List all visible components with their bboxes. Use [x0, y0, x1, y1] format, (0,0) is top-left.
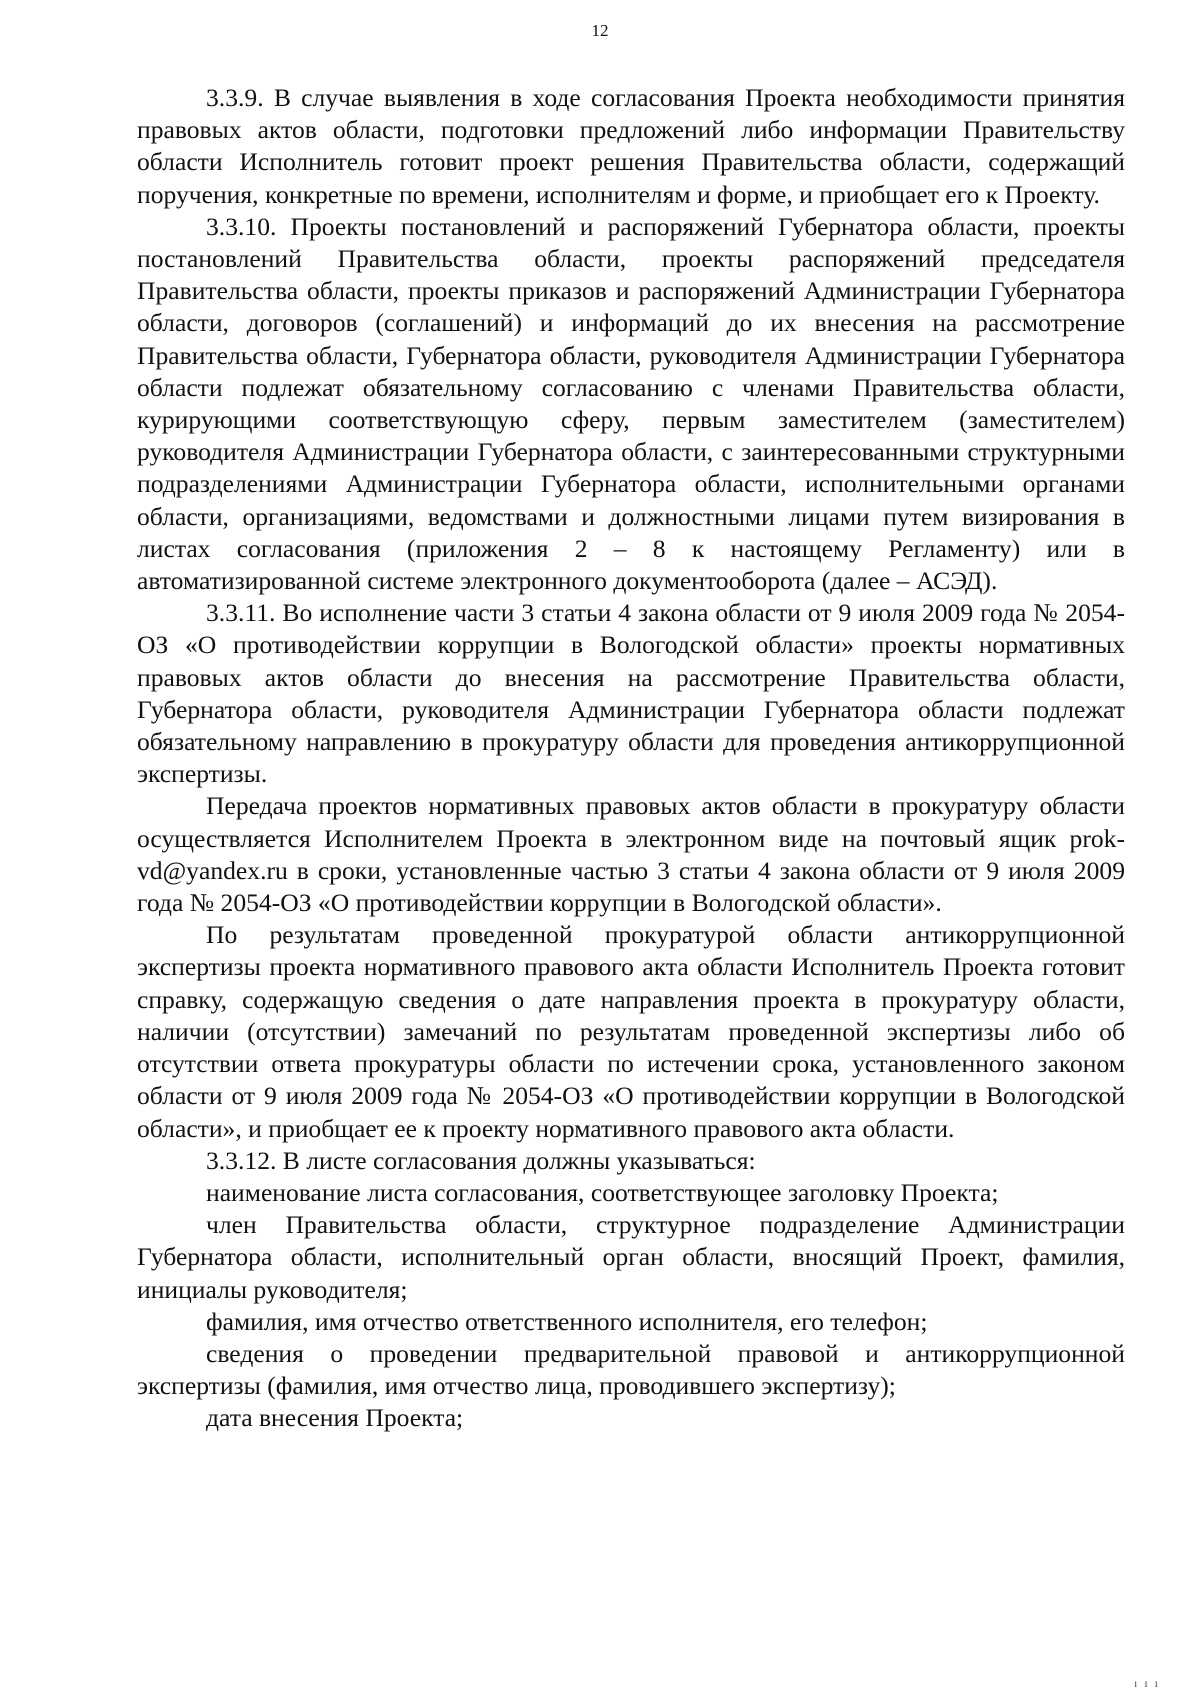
list-item-sheet-name: наименование листа согласования, соответствующее заголовку Проекта; — [206, 1177, 999, 1207]
paragraph-expertise-results: По результатам проведенной прокуратурой области антикоррупционной экспертизы проекта нормативного правового акта области Исполнитель Проекта готовит справку, содержащую сведения о дате направления проекта в прокуратуру области, наличии (отсутствии) замечаний по результатам проведенной экспертизы либо об отсутствии ответа прокуратуры области по истечении срока, установленного законом области от 9 июля 2009 года № 2054-ОЗ «О противодействии коррупции в Вологодской области», и приобщает ее к проекту нормативного правового акта области. — [137, 920, 1125, 1143]
list-item-expertise-info: сведения о проведении предварительной правовой и антикоррупционной экспертизы (фамилия, имя отчество лица, проводившего экспертизу); — [137, 1338, 1125, 1401]
document-body — [137, 82, 1125, 1435]
list-item-responsible-executor: фамилия, имя отчество ответственного исполнителя, его телефон; — [206, 1306, 928, 1336]
page-number: 12 — [591, 21, 609, 40]
list-item-submission-date: дата внесения Проекта; — [206, 1403, 464, 1433]
paragraph-3-3-12: 3.3.12. В листе согласования должны указываться: — [206, 1145, 756, 1175]
paragraph-3-3-10: 3.3.10. Проекты постановлений и распоряжений Губернатора области, проекты постановлений Правительства области, проекты распоряжений председателя Правительства области, проекты приказов и распоряжений Администрации Губернатора области, договоров (соглашений) и информаций до их внесения на рассмотрение Правительства области, Губернатора области, руководителя Администрации Губернатора области подлежат обязательному согласованию с членами Правительства области, курирующими соответствующую сферу, первым заместителем (заместителем) руководителя Администрации Губернатора области, с заинтересованными структурными подразделениями Администрации Губернатора области, исполнительными органами области, организациями, ведомствами и должностными лицами путем визирования в листах согласования (приложения 2 – 8 к настоящему Регламенту) или в автоматизированной системе электронного документооборота (далее – АСЭД). — [137, 211, 1125, 596]
paragraph-3-3-11: 3.3.11. Во исполнение части 3 статьи 4 закона области от 9 июля 2009 года № 2054-ОЗ «О противодействии коррупции в Вологодской области» проекты нормативных правовых актов области до внесения на рассмотрение Правительства области, Губернатора области, руководителя Администрации Губернатора области подлежат обязательному направлению в прокуратуру области для проведения антикоррупционной экспертизы. — [137, 598, 1125, 789]
paragraph-3-3-9: 3.3.9. В случае выявления в ходе согласования Проекта необходимости принятия правовых актов области, подготовки предложений либо информации Правительству области Исполнитель готовит проект решения Правительства области, содержащий поручения, конкретные по времени, исполнителям и форме, и приобщает его к Проекту. — [137, 83, 1125, 209]
scan-artifact: ı ı ı — [1133, 1676, 1160, 1690]
paragraph-transfer-to-prosecutor: Передача проектов нормативных правовых актов области в прокуратуру области осуществляется Исполнителем Проекта в электронном виде на почтовый ящик prok-vd@yandex.ru в сроки, установленные частью 3 статьи 4 закона области от 9 июля 2009 года № 2054-ОЗ «О противодействии коррупции в Вологодской области». — [137, 791, 1125, 918]
list-item-submitter: член Правительства области, структурное подразделение Администрации Губернатора области, исполнительный орган области, вносящий Проект, фамилия, инициалы руководителя; — [137, 1210, 1125, 1304]
